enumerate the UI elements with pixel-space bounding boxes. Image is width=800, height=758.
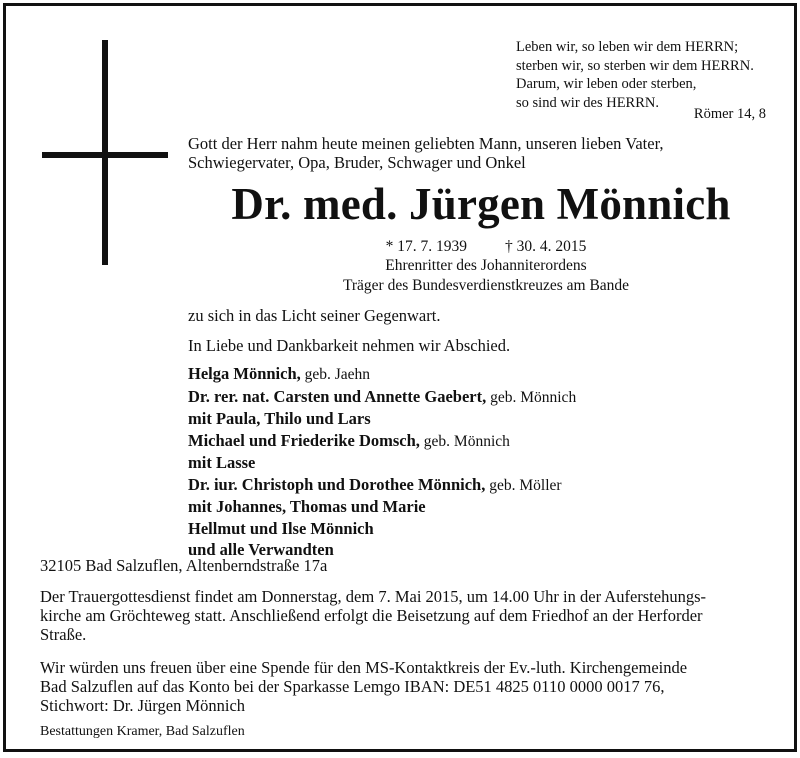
death-date: † 30. 4. 2015: [505, 238, 587, 255]
donation-info: [40, 658, 780, 715]
family-member: [188, 408, 788, 430]
service-line: Straße.: [40, 625, 87, 644]
family-member-note: geb. Jaehn: [300, 366, 371, 383]
family-member-name: mit Johannes, Thomas und Marie: [188, 497, 426, 516]
birth-date: * 17. 7. 1939: [385, 238, 467, 255]
donation-line: Stichwort: Dr. Jürgen Mönnich: [40, 696, 246, 715]
intro-line: Gott der Herr nahm heute meinen geliebten Mann, unseren lieben Vater,: [188, 134, 664, 153]
verse-reference: Römer 14, 8: [693, 106, 766, 122]
light-text: zu sich in das Licht seiner Gegenwart.: [188, 306, 441, 325]
service-line: Der Trauergottesdienst findet am Donnerstag, dem 7. Mai 2015, um 14.00 Uhr in der Auferstehungs-: [40, 587, 707, 606]
family-member-name: mit Paula, Thilo und Lars: [188, 409, 371, 428]
verse-line: Leben wir, so leben wir dem HERRN;: [516, 39, 739, 55]
intro-line: Schwiegervater, Opa, Bruder, Schwager und Onkel: [188, 153, 526, 172]
honors: [206, 256, 766, 295]
family-member-note: geb. Mönnich: [419, 432, 510, 450]
family-member-name: mit Lasse: [188, 453, 256, 472]
verse-line: sterben wir, so sterben wir dem HERRN.: [516, 57, 754, 74]
verse-line: so sind wir des HERRN.: [516, 94, 659, 111]
family-member-name: Dr. rer. nat. Carsten und Annette Gaebert,: [188, 386, 487, 406]
donation-line: Bad Salzuflen auf das Konto bei der Sparkasse Lemgo IBAN: DE51 4825 0110 0000 0017 76,: [40, 677, 665, 696]
family-member: [188, 452, 788, 474]
family-member: [188, 386, 788, 409]
family-member: [188, 430, 788, 453]
honor-line: Ehrenritter des Johanniterordens: [385, 257, 587, 274]
service-info: [40, 587, 780, 644]
service-line: kirche am Gröchteweg statt. Anschließend erfolgt die Beisetzung auf dem Friedhof an der Herforder: [40, 606, 703, 625]
life-dates: [206, 238, 766, 256]
family-member-name: und alle Verwandten: [188, 540, 334, 559]
honor-line: Träger des Bundesverdienstkreuzes am Bande: [342, 276, 630, 294]
deceased-name: Dr. med. Jürgen Mönnich: [231, 179, 731, 229]
family-member: [188, 363, 788, 386]
farewell-text: In Liebe und Dankbarkeit nehmen wir Abschied.: [188, 336, 511, 355]
family-member-name: Dr. iur. Christoph und Dorothee Mönnich,: [188, 474, 486, 494]
family-member-name: Hellmut und Ilse Mönnich: [188, 518, 374, 538]
verse-line: Darum, wir leben oder sterben,: [516, 76, 697, 92]
family-member-name: Helga Mönnich,: [188, 364, 301, 383]
bible-verse: [516, 38, 776, 112]
family-list: [188, 363, 788, 561]
donation-line: Wir würden uns freuen über eine Spende für den MS-Kontaktkreis der Ev.-luth. Kirchengemeinde: [40, 658, 688, 677]
funeral-home: Bestattungen Kramer, Bad Salzuflen: [40, 724, 245, 739]
family-member-note: geb. Mönnich: [486, 388, 577, 406]
address: 32105 Bad Salzuflen, Altenberndstraße 17a: [40, 556, 328, 575]
family-member-note: geb. Möller: [485, 476, 562, 494]
intro-text: [188, 134, 748, 172]
family-member-name: Michael und Friederike Domsch,: [188, 430, 420, 450]
cross-icon-bar: [42, 152, 168, 158]
family-member: [188, 496, 788, 518]
obituary-notice: [3, 3, 797, 752]
family-member: [188, 474, 788, 497]
family-member: [188, 518, 788, 540]
